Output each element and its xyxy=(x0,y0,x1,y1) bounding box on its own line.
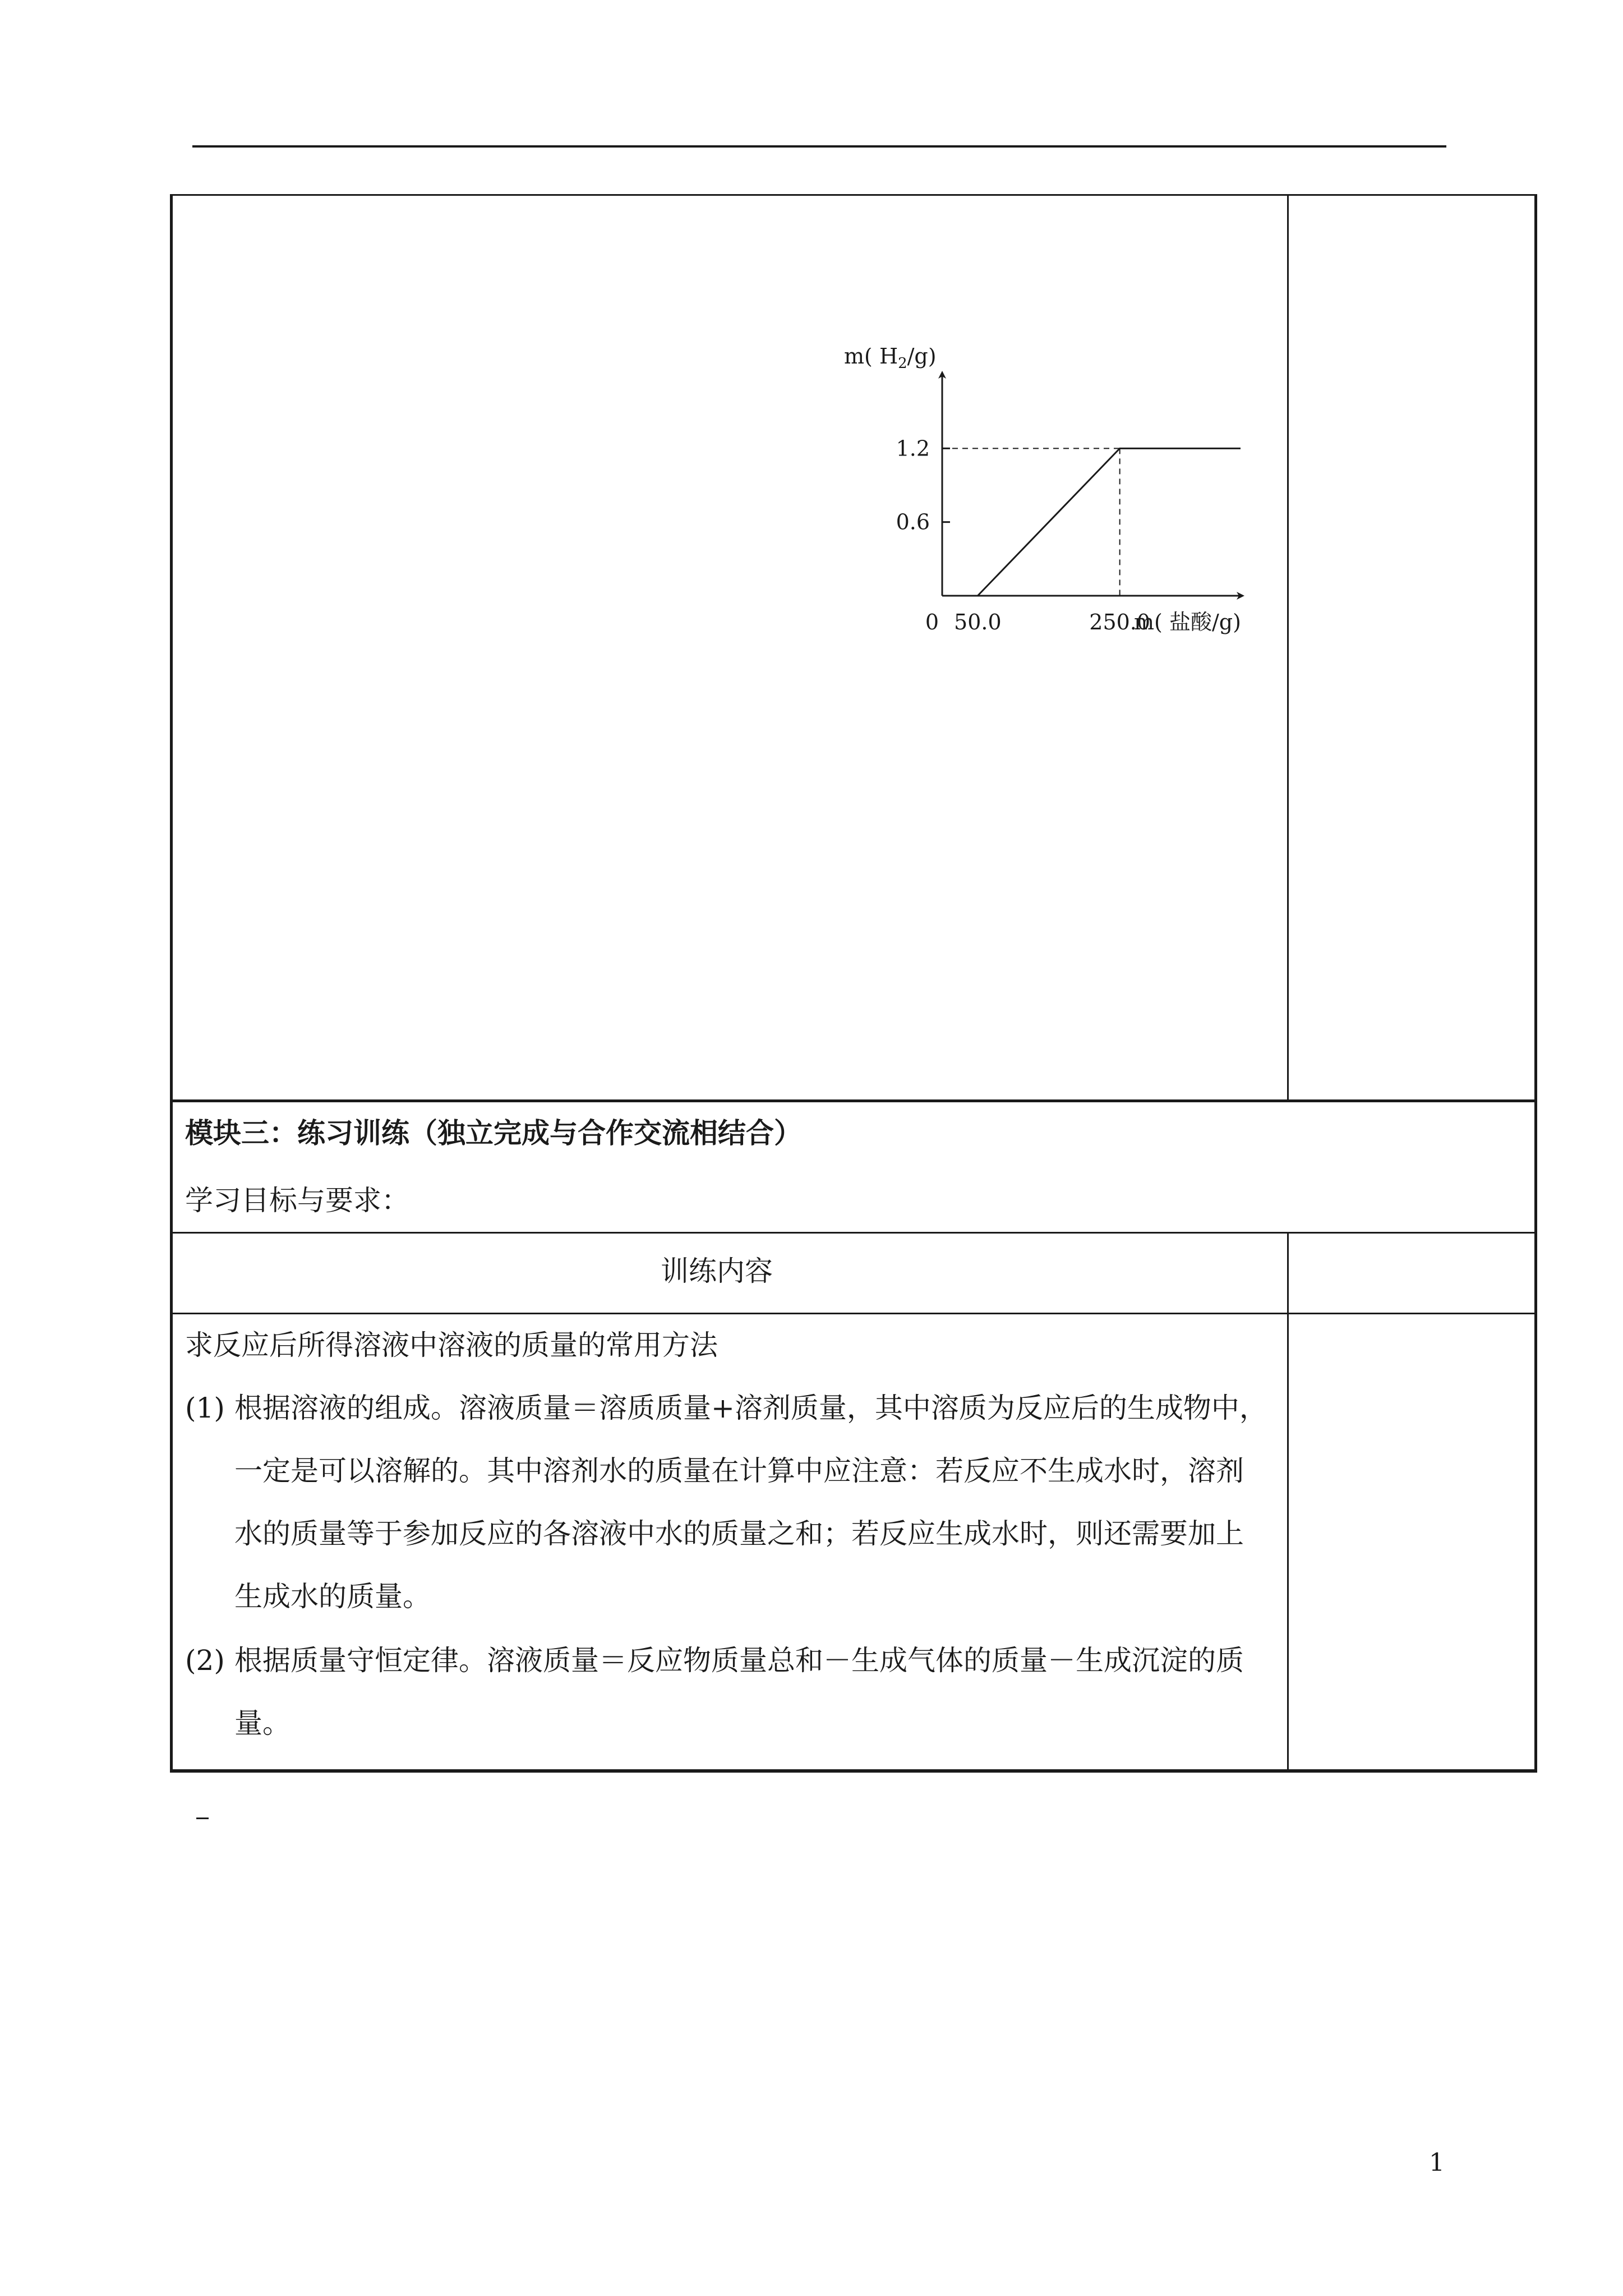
content-intro: 求反应后所得溶液中溶液的质量的常用方法 xyxy=(185,1329,718,1361)
header-row-bottom-border xyxy=(170,1313,1537,1314)
header-row-top-border xyxy=(170,1232,1537,1234)
x-axis-label: m( 盐酸/g) xyxy=(1134,610,1241,634)
item1-line-3: 水的质量等于参加反应的各溶液中水的质量之和；若反应生成水时，则还需要加上 xyxy=(234,1517,1244,1550)
y-tick-label: 0.6 xyxy=(896,509,930,535)
module3-top-border xyxy=(170,1099,1537,1102)
x-tick-label: 250.0 xyxy=(1089,610,1151,634)
module3-goal: 学习目标与要求： xyxy=(185,1184,409,1217)
column-divider-top xyxy=(1287,194,1289,1101)
y-tick-label: 1.2 xyxy=(896,436,930,461)
item1-number: (1) xyxy=(185,1392,225,1424)
x-tick-label: 50.0 xyxy=(954,610,1002,634)
page-number: 1 xyxy=(1429,2148,1445,2177)
header-rule xyxy=(192,145,1446,148)
module3-title: 模块三：练习训练（独立完成与合作交流相结合） xyxy=(185,1116,802,1149)
series-line xyxy=(978,448,1241,596)
table-right-border xyxy=(1534,194,1537,1772)
x-tick-label: 0 xyxy=(925,610,939,634)
table-top-border xyxy=(170,194,1537,196)
item2-number: (2) xyxy=(185,1644,225,1677)
footer-dash xyxy=(196,1818,209,1819)
hydrogen-mass-chart xyxy=(808,348,1256,639)
item2-line-1: 根据质量守恒定律。溶液质量＝反应物质量总和－生成气体的质量－生成沉淀的质 xyxy=(234,1644,1244,1677)
item1-line-4: 生成水的质量。 xyxy=(234,1580,431,1613)
item2-line-2: 量。 xyxy=(234,1707,291,1740)
table-left-border xyxy=(170,194,173,1772)
training-content-header: 训练内容 xyxy=(661,1255,773,1287)
item1-line-1: 根据溶液的组成。溶液质量＝溶质质量+溶剂质量，其中溶质为反应后的生成物中， xyxy=(234,1392,1267,1424)
item1-line-2: 一定是可以溶解的。其中溶剂水的质量在计算中应注意：若反应不生成水时，溶剂 xyxy=(234,1455,1244,1487)
y-axis-label: m( $H_2/g$) xyxy=(844,348,937,372)
table-bottom-border xyxy=(170,1769,1537,1773)
